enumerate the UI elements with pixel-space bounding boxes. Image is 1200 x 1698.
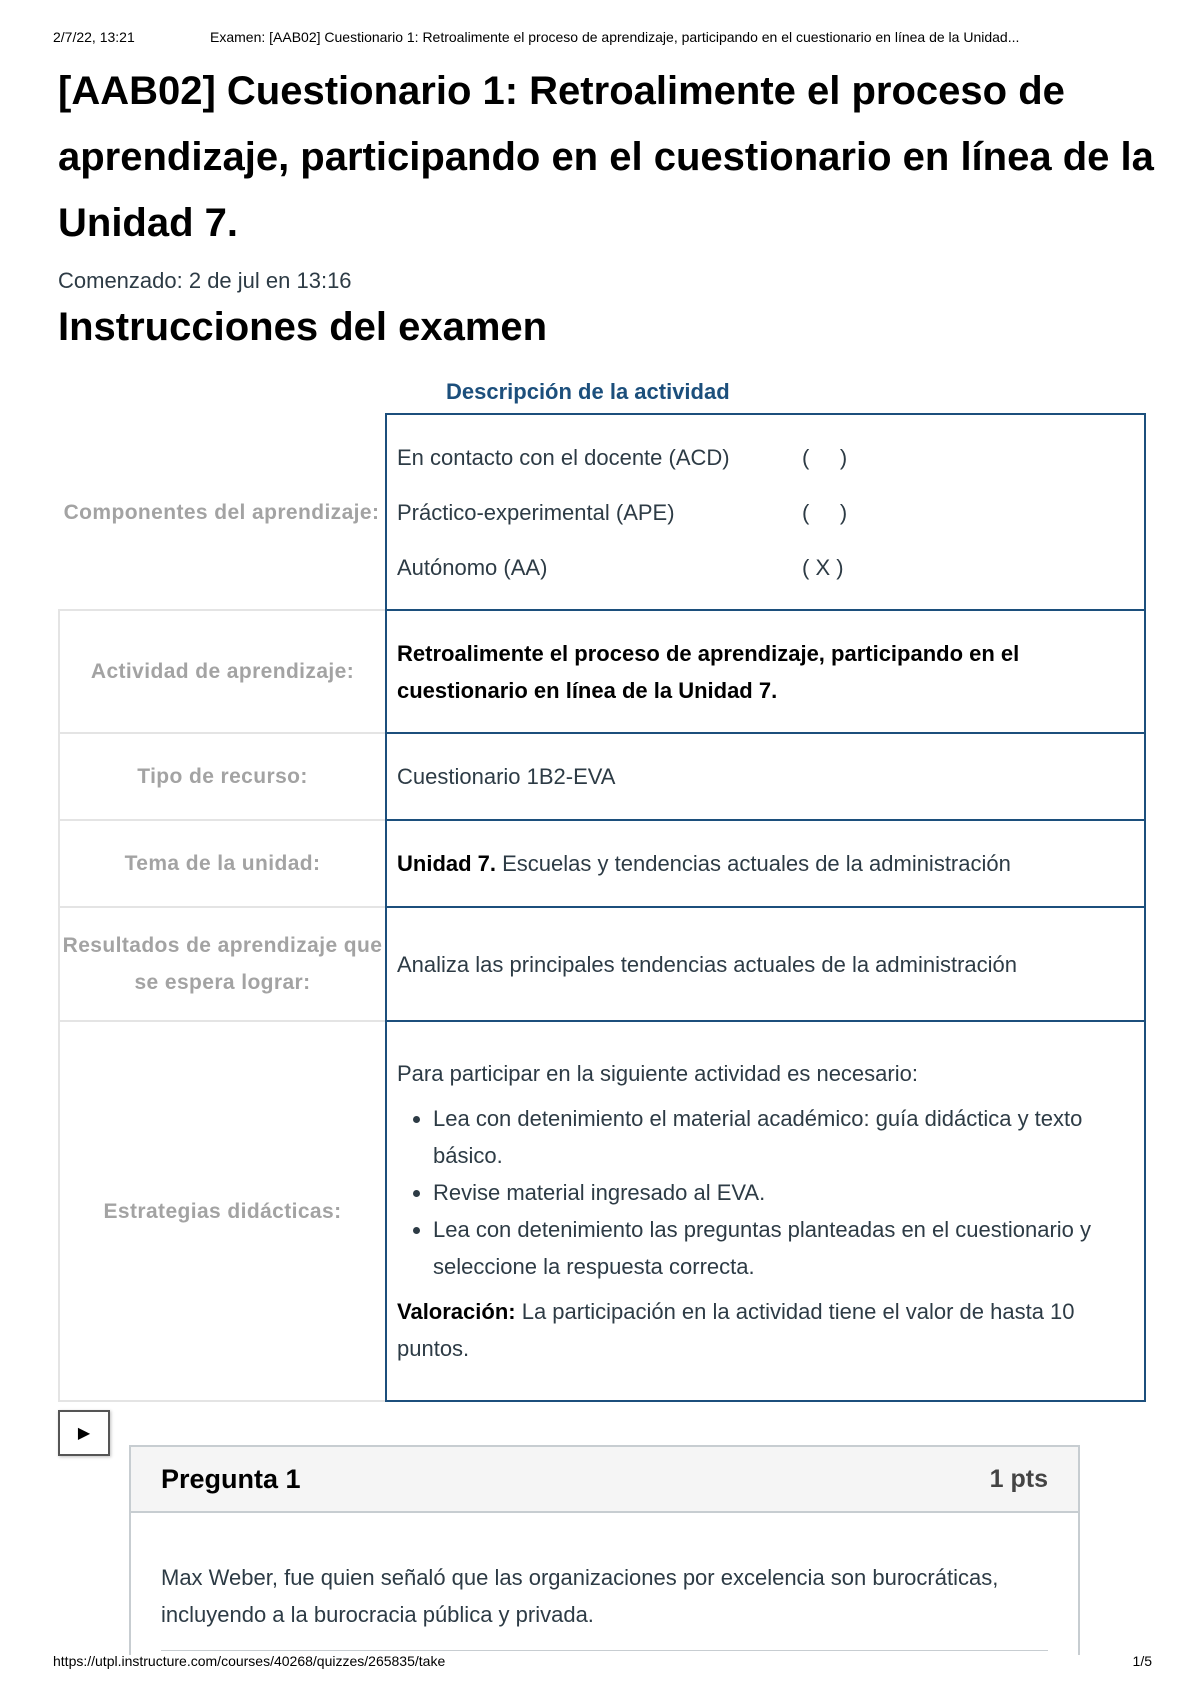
activity-value: Retroalimente el proceso de aprendizaje, participando en el cuestionario en línea de la Unidad 7. (385, 609, 1146, 734)
activity-row (58, 609, 1146, 734)
results-label: Resultados de aprendizaje que se espera lograr: (58, 906, 385, 1022)
question-points: 1 pts (989, 1464, 1048, 1493)
list-item: • Lea con detenimiento las preguntas planteadas en el cuestionario y seleccione la respuesta correcta. (433, 1211, 1134, 1285)
strategies-row (58, 1020, 1146, 1402)
print-page-number: 1/5 (1132, 1653, 1152, 1669)
component-aa: Autónomo (AA) ( X ) (397, 554, 844, 580)
components-label: Componentes del aprendizaje: (63, 500, 380, 524)
results-row (58, 906, 1146, 1022)
components-row (58, 413, 1146, 611)
theme-label: Tema de la unidad: (58, 819, 385, 908)
expand-toggle-button[interactable] (58, 1410, 110, 1456)
play-icon: ▶ (77, 1425, 91, 1442)
print-url: https://utpl.instructure.com/courses/40268/quizzes/265835/take (53, 1653, 446, 1669)
question-divider (161, 1650, 1048, 1651)
component-acd: En contacto con el docente (ACD) ( ) (397, 444, 848, 470)
question-card (129, 1445, 1080, 1655)
strategies-list (397, 1100, 1134, 1285)
print-date: 2/7/22, 13:21 (53, 29, 135, 45)
theme-row (58, 819, 1146, 908)
resource-row (58, 732, 1146, 821)
resource-label: Tipo de recurso: (58, 732, 385, 821)
quiz-title: [AAB02] Cuestionario 1: Retroalimente el proceso de aprendizaje, participando en el cuestionario en línea de la Unidad 7. (58, 69, 1154, 245)
quiz-started-time: Comenzado: 2 de jul en 13:16 (58, 268, 352, 293)
list-item: • Lea con detenimiento el material académico: guía didáctica y texto básico. (433, 1100, 1134, 1174)
activity-label: Actividad de aprendizaje: (58, 609, 385, 734)
table-caption: Descripción de la actividad (446, 379, 730, 404)
question-name: Pregunta 1 (161, 1463, 301, 1494)
question-text: Max Weber, fue quien señaló que las organizaciones por excelencia son burocráticas, incluyendo a la burocracia pública y privada. (161, 1565, 999, 1627)
theme-value: Unidad 7. Escuelas y tendencias actuales de la administración (385, 819, 1146, 908)
components-value (385, 413, 1146, 611)
component-ape: Práctico-experimental (APE) ( ) (397, 499, 848, 525)
print-page-title: Examen: [AAB02] Cuestionario 1: Retroalimente el proceso de aprendizaje, participando en el cuestionario en línea de la Unidad... (210, 29, 1020, 45)
instructions-heading: Instrucciones del examen (58, 305, 548, 349)
strategies-label: Estrategias didácticas: (58, 1020, 385, 1402)
list-item: • Revise material ingresado al EVA. (433, 1174, 1134, 1211)
results-value: Analiza las principales tendencias actuales de la administración (385, 906, 1146, 1022)
question-header (131, 1447, 1078, 1513)
strategies-value (385, 1020, 1146, 1402)
strategies-intro: Para participar en la siguiente actividad es necesario: (397, 1061, 918, 1086)
resource-value: Cuestionario 1B2-EVA (385, 732, 1146, 821)
valuation-text: Valoración: La participación en la actividad tiene el valor de hasta 10 puntos. (397, 1299, 1075, 1361)
